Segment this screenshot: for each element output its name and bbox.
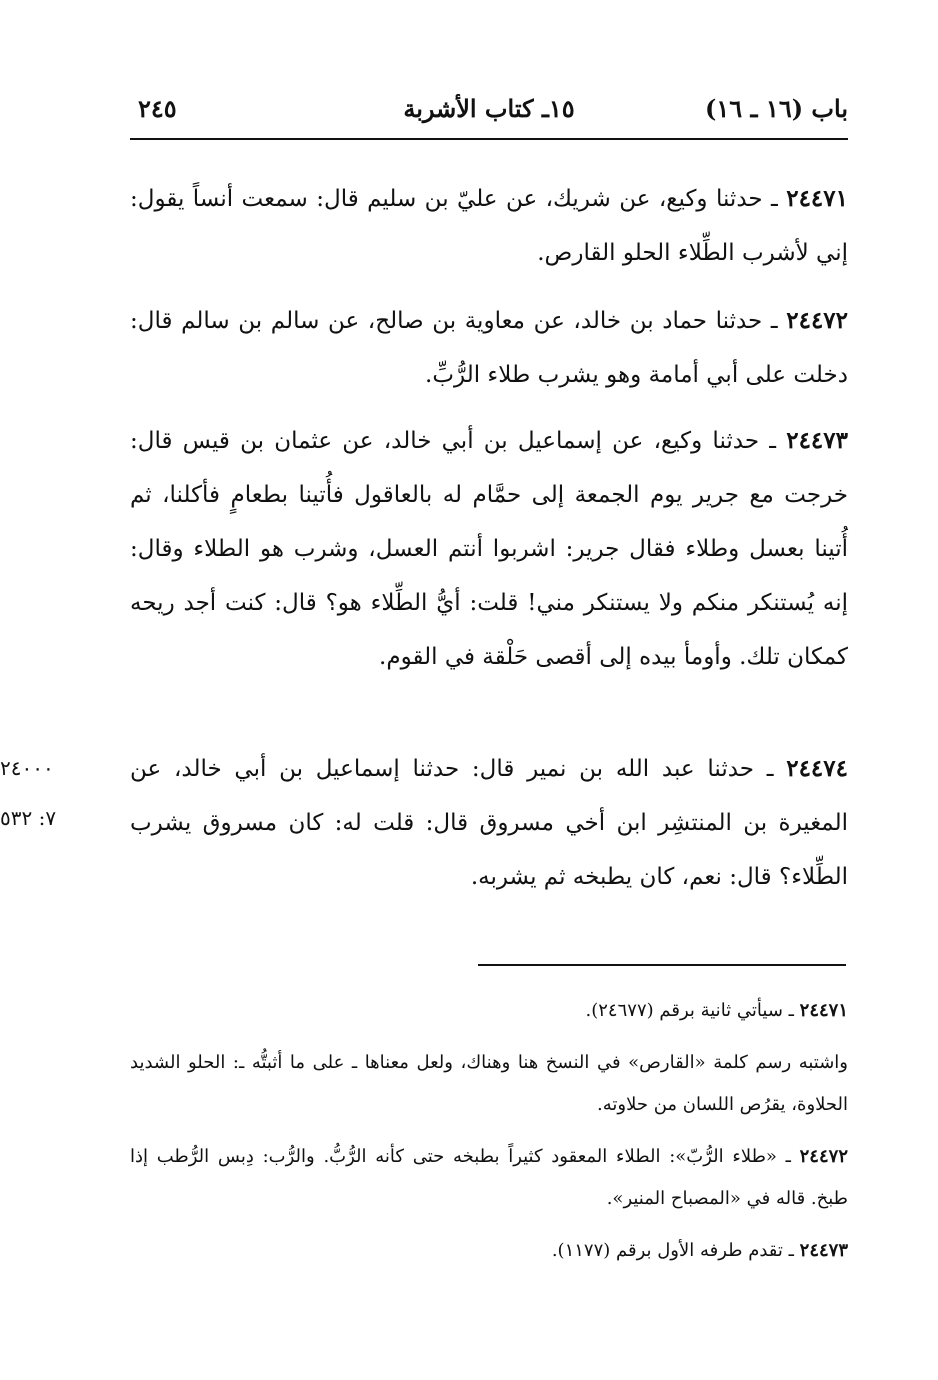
- footnote-text: ـ «طلاء الرُّبّ»: الطلاء المعقود كثيراً بطبخه حتى كأنه الرُّبُّ. والرُّب: دِبس الرُّطب إذا طبخ. قاله في «المصباح المنير».: [130, 1146, 848, 1209]
- footnote-text: ـ سيأتي ثانية برقم (٢٤٦٧٧).: [585, 1000, 794, 1021]
- margin-reference: ٧: ٥٣٢: [0, 806, 57, 830]
- footnote-text: واشتبه رسم كلمة «القارص» في النسخ هنا وهناك، ولعل معناها ـ على ما أثبتُّه ـ: الحلو الشديد الحلاوة، يقرُص اللسان من حلاوته.: [130, 1052, 848, 1115]
- hadith-number: ٢٤٤٧٤: [786, 755, 848, 782]
- hadith-24472: [130, 294, 848, 402]
- footnote-24472: [130, 1136, 848, 1220]
- book-title: ١٥ـ كتاب الأشربة: [403, 94, 575, 123]
- footnote-number: ٢٤٤٧٢: [799, 1146, 848, 1167]
- hadith-text: ـ حدثنا وكيع، عن إسماعيل بن أبي خالد، عن عثمان بن قيس قال: خرجت مع جرير يوم الجمعة إلى حمَّام له بالعاقول فأُتينا بطعامٍ فأكلنا، ثم أُتينا بعسل وطلاء فقال جرير: اشربوا أنتم العسل، وشرب هو الطلاء وقال: إنه يُستنكر منكم ولا يستنكر مني! قلت: أيُّ الطِّلاء هو؟ قال: كنت أجد ريحه كمكان تلك. وأومأ بيده إلى أقصى حَلْقة في القوم.: [130, 428, 848, 670]
- footnote-number: ٢٤٤٧١: [799, 1000, 848, 1021]
- page-number: ٢٤٥: [138, 94, 177, 123]
- hadith-24473: [130, 414, 848, 684]
- chapter-title: باب (١٦ ـ ١٦): [705, 94, 848, 123]
- margin-reference: ٢٤٠٠٠: [0, 756, 54, 780]
- page-header: [130, 86, 848, 140]
- hadith-number: ٢٤٤٧١: [786, 185, 848, 212]
- hadith-24471: [130, 172, 848, 280]
- hadith-number: ٢٤٤٧٢: [786, 307, 849, 334]
- footnote-note: [130, 1042, 848, 1126]
- hadith-text: ـ حدثنا وكيع، عن شريك، عن عليّ بن سليم قال: سمعت أنساً يقول: إني لأشرب الطِّلاء الحلو القارص.: [130, 186, 848, 266]
- footnote-divider: [478, 964, 846, 966]
- hadith-text: ـ حدثنا عبد الله بن نمير قال: حدثنا إسماعيل بن أبي خالد، عن المغيرة بن المنتشِر ابن أخي مسروق قال: قلت له: كان مسروق يشرب الطِّلاء؟ قال: نعم، كان يطبخه ثم يشربه.: [130, 756, 848, 890]
- footnote-text: ـ تقدم طرفه الأول برقم (١١٧٧).: [551, 1240, 794, 1261]
- footnote-24471: [130, 990, 848, 1032]
- hadith-text: ـ حدثنا حماد بن خالد، عن معاوية بن صالح، عن سالم بن سالم قال: دخلت على أبي أمامة وهو يشرب طلاء الرُّبِّ.: [130, 308, 848, 388]
- footnote-number: ٢٤٤٧٣: [799, 1240, 848, 1261]
- footnote-24473: [130, 1230, 848, 1272]
- hadith-24474: [130, 742, 848, 904]
- hadith-number: ٢٤٤٧٣: [786, 427, 848, 454]
